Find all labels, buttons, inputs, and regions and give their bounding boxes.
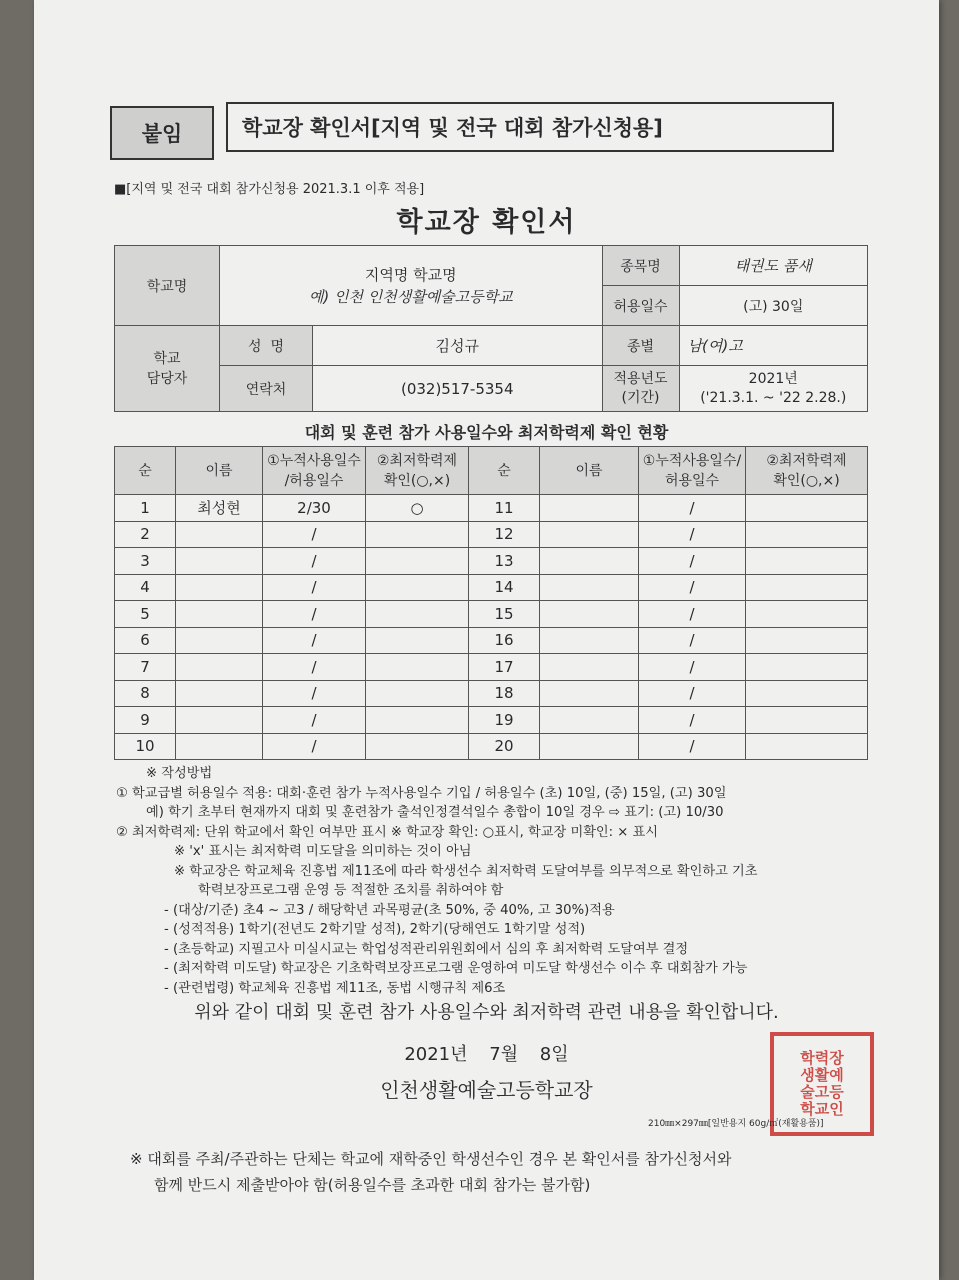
instr-heading: ※ 작성방법 — [146, 766, 213, 781]
confirm-statement: 위와 같이 대회 및 훈련 참가 사용일수와 최저학력 관련 내용을 확인합니다. — [194, 1002, 779, 1023]
instr-item: - (대상/기준) 초4 ~ 고3 / 해당학년 과목평균(초 50%, 중 40%, 고 30%)적용 — [164, 902, 615, 918]
row-days: / — [263, 707, 366, 734]
row-days-right: / — [639, 548, 746, 575]
row-name — [176, 574, 263, 601]
row-no-right: 14 — [469, 574, 540, 601]
footer-note — [130, 1146, 910, 1198]
instr-item: ② 최저학력제: 단위 학교에서 확인 여부만 표시 ※ 학교장 확인: ○표시, 학교장 미확인: × 표시 — [116, 824, 659, 840]
name-label: 성 명 — [220, 326, 313, 366]
row-name — [176, 601, 263, 628]
row-no: 4 — [115, 574, 176, 601]
table-row — [115, 601, 868, 628]
attachment-tag: 붙임 — [110, 106, 214, 160]
row-no-right: 16 — [469, 627, 540, 654]
header-check-line1: ②최저학력제 — [376, 452, 458, 469]
row-days-right: / — [639, 733, 746, 760]
allowed-value: (고) 30일 — [679, 286, 867, 326]
header-title: 학교장 확인서[지역 및 전국 대회 참가신청용] — [226, 102, 834, 152]
contact-label: 연락처 — [220, 366, 313, 412]
row-days: 2/30 — [263, 495, 366, 522]
row-days: / — [263, 548, 366, 575]
row-no-right: 15 — [469, 601, 540, 628]
footer-line1: ※ 대회를 주최/주관하는 단체는 학교에 재학중인 학생선수인 경우 본 확인서를 참가신청서와 — [130, 1150, 732, 1168]
row-check-right — [746, 574, 868, 601]
row-days: / — [263, 654, 366, 681]
table-row — [115, 680, 868, 707]
issue-date: 2021년 7월 8일 — [404, 1044, 569, 1065]
row-no: 9 — [115, 707, 176, 734]
row-name — [176, 627, 263, 654]
instr-item: 예) 학기 초부터 현재까지 대회 및 훈련참가 출석인정결석일수 총합이 10일 경우 ⇨ 표기: (고) 10/30 — [146, 805, 724, 820]
paper-size-note: 210㎜×297㎜[일반용지 60g/㎡(재활용품)] — [648, 1119, 824, 1129]
header-days-line1: ①누적사용일수 — [267, 452, 361, 469]
row-name-right — [540, 495, 639, 522]
row-check-right — [746, 680, 868, 707]
table-row — [115, 733, 868, 760]
row-check — [366, 574, 469, 601]
row-check — [366, 548, 469, 575]
row-no: 6 — [115, 627, 176, 654]
year-value-line1: 2021년 — [748, 370, 798, 387]
row-no-right: 11 — [469, 495, 540, 522]
row-name — [176, 707, 263, 734]
header-check-right — [746, 447, 868, 495]
event-value: 태권도 품새 — [679, 246, 867, 286]
header-no: 순 — [115, 447, 176, 495]
instr-item: - (초등학교) 지필고사 미실시교는 학업성적관리위원회에서 심의 후 최저학력 도달여부 결정 — [164, 941, 689, 957]
row-name-right — [540, 574, 639, 601]
row-check-right — [746, 495, 868, 522]
row-name-right — [540, 733, 639, 760]
year-label-line1: 적용년도 — [613, 370, 668, 387]
row-no: 8 — [115, 680, 176, 707]
row-no: 3 — [115, 548, 176, 575]
applicability-note: ■[지역 및 전국 대회 참가신청용 2021.3.1 이후 적용] — [114, 182, 425, 197]
row-check — [366, 707, 469, 734]
row-check-right — [746, 601, 868, 628]
row-check — [366, 733, 469, 760]
row-days-right: / — [639, 627, 746, 654]
row-check-right — [746, 627, 868, 654]
name-value: 김성규 — [313, 326, 603, 366]
row-check — [366, 654, 469, 681]
usage-table — [114, 446, 868, 760]
instructions — [116, 764, 906, 998]
row-no-right: 18 — [469, 680, 540, 707]
instr-item: 학력보장프로그램 운영 등 적절한 조치를 취하여야 함 — [198, 883, 504, 898]
row-check-right — [746, 521, 868, 548]
row-no-right: 17 — [469, 654, 540, 681]
row-name-right — [540, 548, 639, 575]
allowed-label: 허용일수 — [602, 286, 679, 326]
event-label: 종목명 — [602, 246, 679, 286]
year-value-line2: ('21.3.1. ~ '22 2.28.) — [700, 389, 847, 406]
table-row — [115, 707, 868, 734]
row-days-right: / — [639, 521, 746, 548]
row-no: 1 — [115, 495, 176, 522]
document-page — [34, 0, 939, 1280]
header-check — [366, 447, 469, 495]
year-value — [679, 366, 867, 412]
row-check — [366, 680, 469, 707]
header-check-line2: 확인(○,×) — [383, 472, 451, 489]
type-value: 남(여)고 — [679, 326, 867, 366]
row-days-right: / — [639, 574, 746, 601]
usage-rows — [115, 495, 868, 760]
row-no-right: 13 — [469, 548, 540, 575]
header-days-line2: /허용일수 — [284, 472, 344, 489]
principal-name: 인천생활예술고등학교장 — [380, 1078, 593, 1102]
section-title: 대회 및 훈련 참가 사용일수와 최저학력제 확인 현황 — [304, 423, 669, 442]
document-title: 학교장 확인서 — [396, 207, 577, 238]
header-days-right — [639, 447, 746, 495]
table-row — [115, 627, 868, 654]
school-label: 학교명 — [115, 246, 220, 326]
header-days — [263, 447, 366, 495]
school-cell — [220, 246, 603, 326]
header-days-right-line2: 허용일수 — [664, 472, 720, 489]
school-line2: 예) 인천 인천생활예술고등학교 — [308, 287, 513, 306]
table-row — [115, 548, 868, 575]
row-days-right: / — [639, 707, 746, 734]
row-name-right — [540, 601, 639, 628]
row-check-right — [746, 707, 868, 734]
instr-item: - (최저학력 미도달) 학교장은 기초학력보장프로그램 운영하여 미도달 학생선수 이수 후 대회참가 가능 — [164, 961, 748, 976]
row-days-right: / — [639, 601, 746, 628]
row-name-right — [540, 680, 639, 707]
instr-item: - (성적적용) 1학기(전년도 2학기말 성적), 2학기(당해연도 1학기말 성적) — [164, 922, 586, 937]
header-name-right: 이름 — [540, 447, 639, 495]
row-name-right — [540, 521, 639, 548]
table-row — [115, 574, 868, 601]
row-check: ○ — [366, 495, 469, 522]
row-no-right: 12 — [469, 521, 540, 548]
row-days: / — [263, 521, 366, 548]
row-name — [176, 521, 263, 548]
official-seal-icon: 학력장 생활예 술고등 학교인 — [770, 1032, 874, 1136]
row-name — [176, 654, 263, 681]
row-check-right — [746, 733, 868, 760]
row-name: 최성현 — [176, 495, 263, 522]
row-name-right — [540, 654, 639, 681]
header-check-right-line1: ②최저학력제 — [766, 452, 847, 469]
row-no: 2 — [115, 521, 176, 548]
row-check-right — [746, 654, 868, 681]
row-name — [176, 548, 263, 575]
row-days-right: / — [639, 680, 746, 707]
row-no: 5 — [115, 601, 176, 628]
row-check-right — [746, 548, 868, 575]
row-name — [176, 680, 263, 707]
contact-value: (032)517-5354 — [313, 366, 603, 412]
header-no-right: 순 — [469, 447, 540, 495]
instr-item: - (관련법령) 학교체육 진흥법 제11조, 동법 시행규칙 제6조 — [164, 980, 506, 996]
row-days-right: / — [639, 654, 746, 681]
row-days: / — [263, 733, 366, 760]
row-days: / — [263, 574, 366, 601]
row-no: 10 — [115, 733, 176, 760]
table-row — [115, 654, 868, 681]
footer-line2: 함께 반드시 제출받아야 함(허용일수를 초과한 대회 참가는 불가함) — [154, 1176, 591, 1194]
row-days: / — [263, 680, 366, 707]
row-name-right — [540, 627, 639, 654]
year-label — [602, 366, 679, 412]
row-check — [366, 521, 469, 548]
school-line1: 지역명 학교명 — [364, 265, 457, 284]
table-row — [115, 495, 868, 522]
info-table — [114, 245, 868, 412]
type-label: 종별 — [602, 326, 679, 366]
header-check-right-line2: 확인(○,×) — [773, 472, 840, 489]
row-name — [176, 733, 263, 760]
year-label-line2: (기간) — [621, 389, 660, 406]
header-name: 이름 — [176, 447, 263, 495]
row-days: / — [263, 627, 366, 654]
row-name-right — [540, 707, 639, 734]
row-check — [366, 601, 469, 628]
row-days-right: / — [639, 495, 746, 522]
header-days-right-line1: ①누적사용일수/ — [642, 452, 742, 469]
table-row — [115, 521, 868, 548]
row-no-right: 19 — [469, 707, 540, 734]
row-check — [366, 627, 469, 654]
instr-item: ※ 'x' 표시는 최저학력 미도달을 의미하는 것이 아님 — [174, 844, 472, 859]
row-no-right: 20 — [469, 733, 540, 760]
manager-label: 학교 담당자 — [115, 326, 220, 412]
instr-item: ※ 학교장은 학교체육 진흥법 제11조에 따라 학생선수 최저학력 도달여부를 의무적으로 확인하고 기초 — [174, 863, 758, 879]
row-days: / — [263, 601, 366, 628]
row-no: 7 — [115, 654, 176, 681]
instr-item: ① 학교급별 허용일수 적용: 대회·훈련 참가 누적사용일수 기입 / 허용일수 (초) 10일, (중) 15일, (고) 30일 — [116, 785, 727, 801]
